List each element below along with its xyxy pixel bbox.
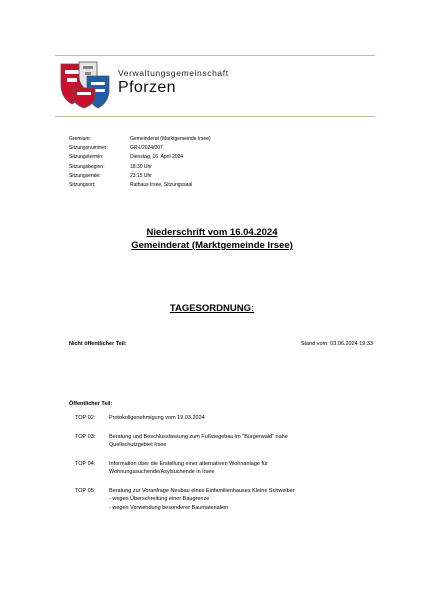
stand-timestamp: Stand vom: 03.06.2024 19:33 xyxy=(300,341,373,347)
meta-row xyxy=(69,181,211,190)
meta-row xyxy=(69,163,211,172)
session-metadata xyxy=(69,135,211,190)
agenda-item-text xyxy=(109,460,375,477)
agenda-item-line: - wegen Überschreitung einer Baugrenze xyxy=(109,496,210,502)
meta-label: Sitzungstermin: xyxy=(69,154,104,161)
agenda-item xyxy=(75,414,375,423)
meta-label: Gremium: xyxy=(69,136,91,142)
coat-of-arms-icon xyxy=(59,60,111,110)
meta-value: Rathaus Irsee, Sitzungssaal xyxy=(130,182,193,189)
agenda-item-number: TOP 03: xyxy=(75,433,96,440)
header-rule-top xyxy=(55,55,375,56)
agenda-item-line: - wegen Verwendung besonderer Baumaterialien xyxy=(109,504,229,511)
agenda-item-line: Beratung zur Voranfrage Neubau eines Einfamilienhauses Kleine Schweiber xyxy=(109,487,295,494)
agenda-item-line: Quellschutzgebiet Irsee xyxy=(109,442,167,448)
public-section-label: Öffentlicher Teil: xyxy=(69,401,113,407)
meta-row xyxy=(69,153,211,162)
meta-value: 18:30 Uhr xyxy=(130,163,152,170)
agenda-item-number: TOP 02: xyxy=(75,415,96,421)
org-name: Pforzen xyxy=(118,79,176,96)
agenda-items xyxy=(75,414,375,522)
meta-value: Dienstag, 16. April 2024 xyxy=(130,154,184,161)
meta-value: GR-I/2024/007 xyxy=(130,145,163,152)
agenda-heading: TAGESORDNUNG: xyxy=(169,303,255,314)
meta-value: Gemeinderat (Marktgemeinde Irsee) xyxy=(130,136,211,142)
agenda-item-text xyxy=(109,433,375,450)
agenda-item-line: Information über die Erstellung einer alternativen Wohnanlage für xyxy=(109,460,268,467)
agenda-item-text xyxy=(109,487,375,513)
agenda-item-number: TOP 04: xyxy=(75,460,96,467)
agenda-item-number: TOP 05: xyxy=(75,487,96,494)
title-line-2: Gemeinderat (Marktgemeinde Irsee) xyxy=(131,240,293,251)
meta-row xyxy=(69,172,211,181)
org-subtitle: Verwaltungsgemeinschaft xyxy=(118,68,229,78)
meta-label: Sitzungsnummer: xyxy=(69,145,108,152)
agenda-item-text xyxy=(109,414,375,423)
agenda-item-line: Wohnungssuchende/Asylsuchende in Irsee xyxy=(109,469,215,475)
meta-label: Sitzungsende: xyxy=(69,172,101,179)
meta-label: Sitzungsbeginn: xyxy=(69,163,105,170)
agenda-item xyxy=(75,487,375,513)
agenda-item-line: Beratung und Beschlussfassung zum Fußwegebau im "Bürgerwald" nahe xyxy=(109,433,288,440)
meta-label: Sitzungsort: xyxy=(69,182,96,189)
document-title xyxy=(0,226,424,252)
agenda-item xyxy=(75,433,375,450)
meta-row xyxy=(69,144,211,153)
agenda-item xyxy=(75,460,375,477)
title-line-1: Niederschrift vom 16.04.2024 xyxy=(146,227,278,238)
nonpublic-section-label: Nicht öffentlicher Teil: xyxy=(69,341,127,347)
meta-row xyxy=(69,135,211,144)
meta-value: 23:15 Uhr xyxy=(130,172,152,179)
agenda-item-line: Protokollgenehmigung vom 19.03.2024 xyxy=(109,415,205,421)
header-rule-bottom xyxy=(55,116,375,117)
